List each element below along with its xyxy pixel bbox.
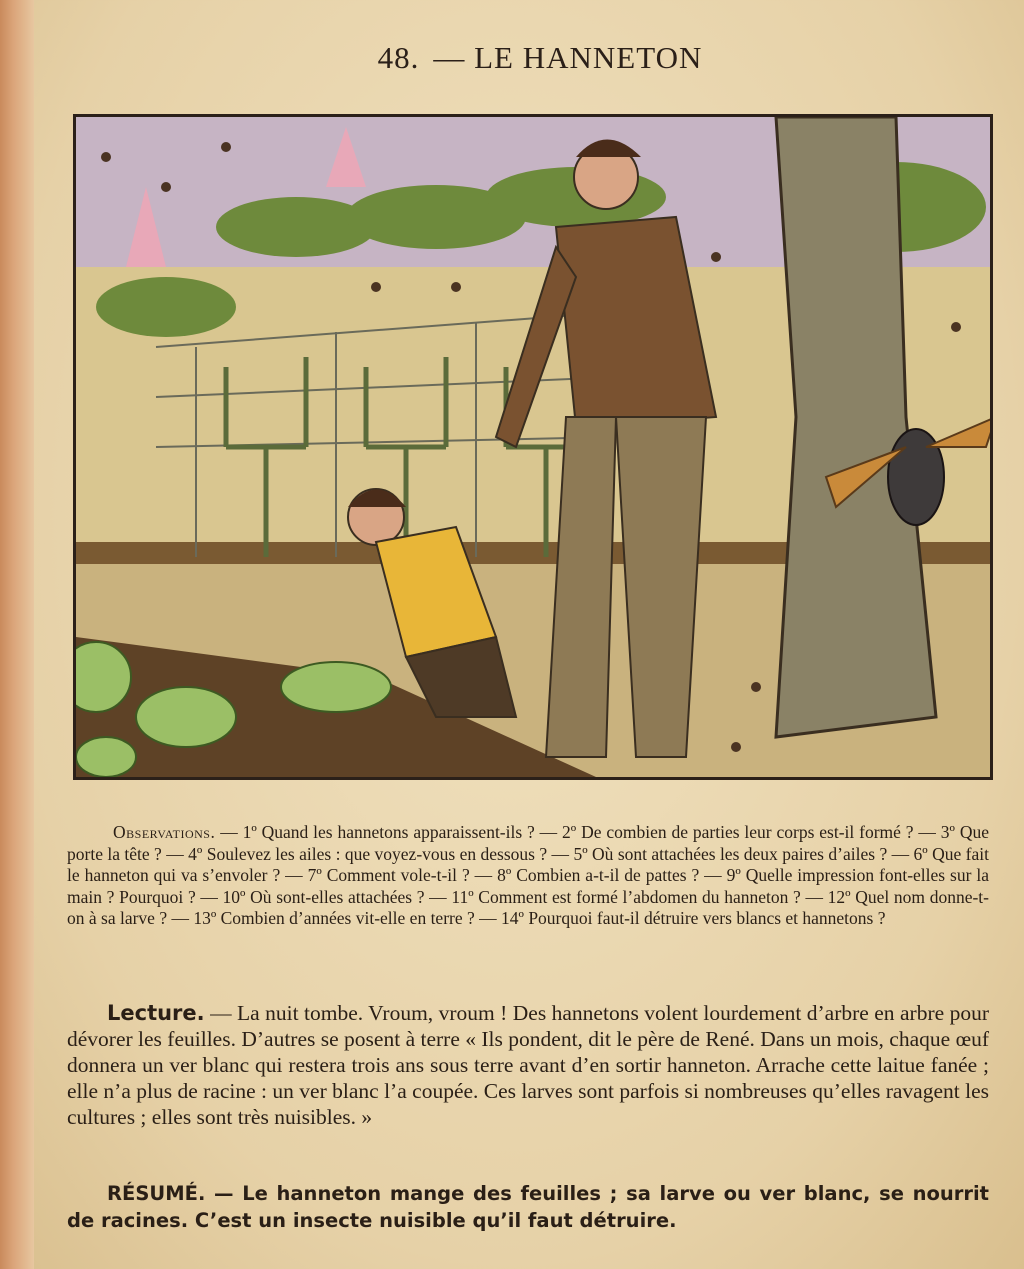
lecture-section bbox=[67, 1000, 989, 1130]
lecture-text: — La nuit tombe. Vroum, vroum ! Des hannetons volent lourdement d’arbre en arbre pour dévorer les feuilles. D’autres se posent à terre « Ils pondent, dit le père de René. Dans un mois, chaque œuf donnera un ver blanc qui restera trois ans sous terre avant d’en sortir hanneton. Arrache cette laitue fanée ; elle n’a plus de racine : un ver blanc l’a coupée. Ces larves sont parfois si nombreuses qu’elles ravagent les cultures ; elles sont très nuisibles. » bbox=[67, 1001, 989, 1129]
resume-label: RÉSUMÉ. bbox=[107, 1182, 206, 1205]
resume-section bbox=[67, 1180, 989, 1234]
lesson-illustration bbox=[73, 114, 993, 780]
book-spine-edge bbox=[0, 0, 34, 1269]
lesson-title: LE HANNETON bbox=[474, 40, 703, 75]
observations-text: — 1º Quand les hannetons apparaissent-ils ? — 2º De combien de parties leur corps est-il formé ? — 3º Que porte la tête ? — 4º Soulevez les ailes : que voyez-vous en dessous ? — 5º Où sont attachées les deux paires d’ailes ? — 6º Que fait le hanneton qui va s’envoler ? — 7º Comment vole-t-il ? — 8º Combien a-t-il de pattes ? — 9º Quelle impression font-elles sur la main ? Pourquoi ? — 10º Où sont-elles attachées ? — 11º Comment est formé l’abdomen du hanneton ? — 12º Quel nom donne-t-on à sa larve ? — 13º Combien d’années vit-elle en terre ? — 14º Pourquoi faut-il détruire vers blancs et hannetons ? bbox=[67, 822, 990, 929]
observations-label: Observations. bbox=[113, 822, 216, 842]
lecture-label: Lecture. bbox=[107, 1001, 205, 1025]
resume-text: — Le hanneton mange des feuilles ; sa larve ou ver blanc, se nourrit de racines. C’est un insecte nuisible qu’il faut détruire. bbox=[67, 1182, 989, 1232]
garden-scene-svg bbox=[76, 117, 990, 777]
lesson-number: 48. bbox=[377, 40, 420, 75]
observations-section bbox=[67, 822, 989, 930]
title-separator: — bbox=[433, 40, 466, 75]
page-title bbox=[0, 40, 1024, 76]
